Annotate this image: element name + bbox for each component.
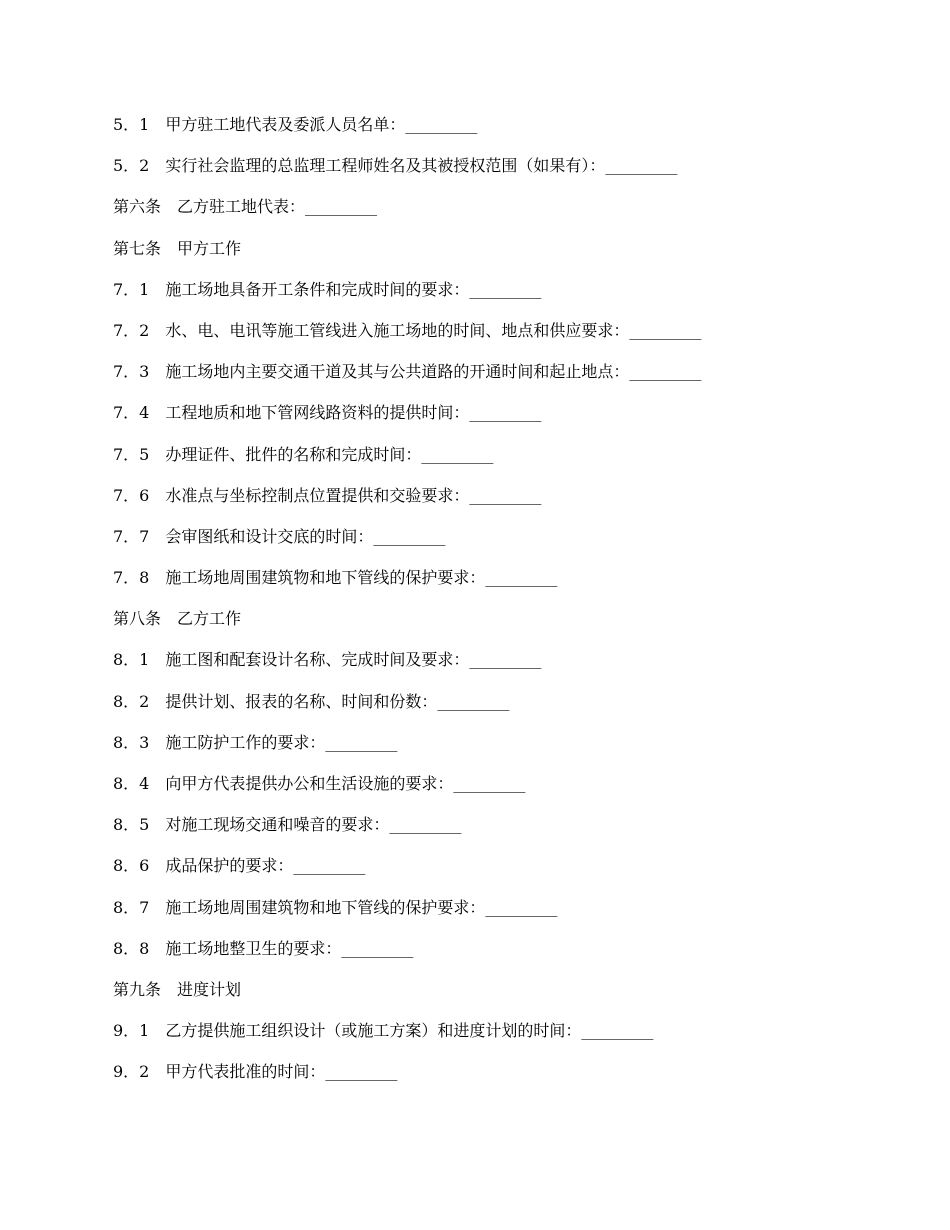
clause-8-8: 8．8 施工场地整卫生的要求：_________ [113, 938, 414, 958]
clause-8-4: 8．4 向甲方代表提供办公和生活设施的要求：_________ [113, 774, 526, 793]
clause-8-6: 8．6 成品保护的要求：_________ [113, 856, 366, 876]
article-8-heading: 第八条 乙方工作 [113, 609, 242, 629]
clause-9-1: 9．1 乙方提供施工组织设计（或施工方案）和进度计划的时间：_________ [113, 1021, 654, 1041]
clause-8-7: 8．7 施工场地周围建筑物和地下管线的保护要求：_________ [113, 897, 558, 917]
clause-5-1: 5．1 甲方驻工地代表及委派人员名单：_________ [113, 115, 478, 134]
clause-7-1: 7．1 施工场地具备开工条件和完成时间的要求：_________ [113, 279, 542, 299]
clause-7-5: 7．5 办理证件、批件的名称和完成时间：_________ [113, 444, 494, 464]
clause-7-2: 7．2 水、电、电讯等施工管线进入施工场地的时间、地点和供应要求：_________ [113, 320, 702, 340]
clause-7-4: 7．4 工程地质和地下管网线路资料的提供时间：_________ [113, 403, 542, 423]
clause-7-8: 7．8 施工场地周围建筑物和地下管线的保护要求：_________ [113, 568, 558, 588]
clause-7-6: 7．6 水准点与坐标控制点位置提供和交验要求：_________ [113, 485, 542, 505]
clause-7-7: 7．7 会审图纸和设计交底的时间：_________ [113, 526, 446, 546]
article-6-heading: 第六条 乙方驻工地代表：_________ [113, 197, 378, 217]
article-7-heading: 第七条 甲方工作 [113, 238, 242, 258]
clause-8-1: 8．1 施工图和配套设计名称、完成时间及要求：_________ [113, 650, 542, 670]
clause-7-3: 7．3 施工场地内主要交通干道及其与公共道路的开通时间和起止地点：_________ [113, 362, 702, 382]
clause-8-3: 8．3 施工防护工作的要求：_________ [113, 732, 398, 752]
clause-9-2: 9．2 甲方代表批准的时间：_________ [113, 1062, 398, 1082]
clause-8-2: 8．2 提供计划、报表的名称、时间和份数：_________ [113, 691, 510, 711]
document-body [113, 110, 873, 1099]
clause-5-2: 5．2 实行社会监理的总监理工程师姓名及其被授权范围（如果有）：_________ [113, 156, 678, 176]
clause-8-5: 8．5 对施工现场交通和噪音的要求：_________ [113, 815, 462, 835]
article-9-heading: 第九条 进度计划 [113, 979, 242, 999]
